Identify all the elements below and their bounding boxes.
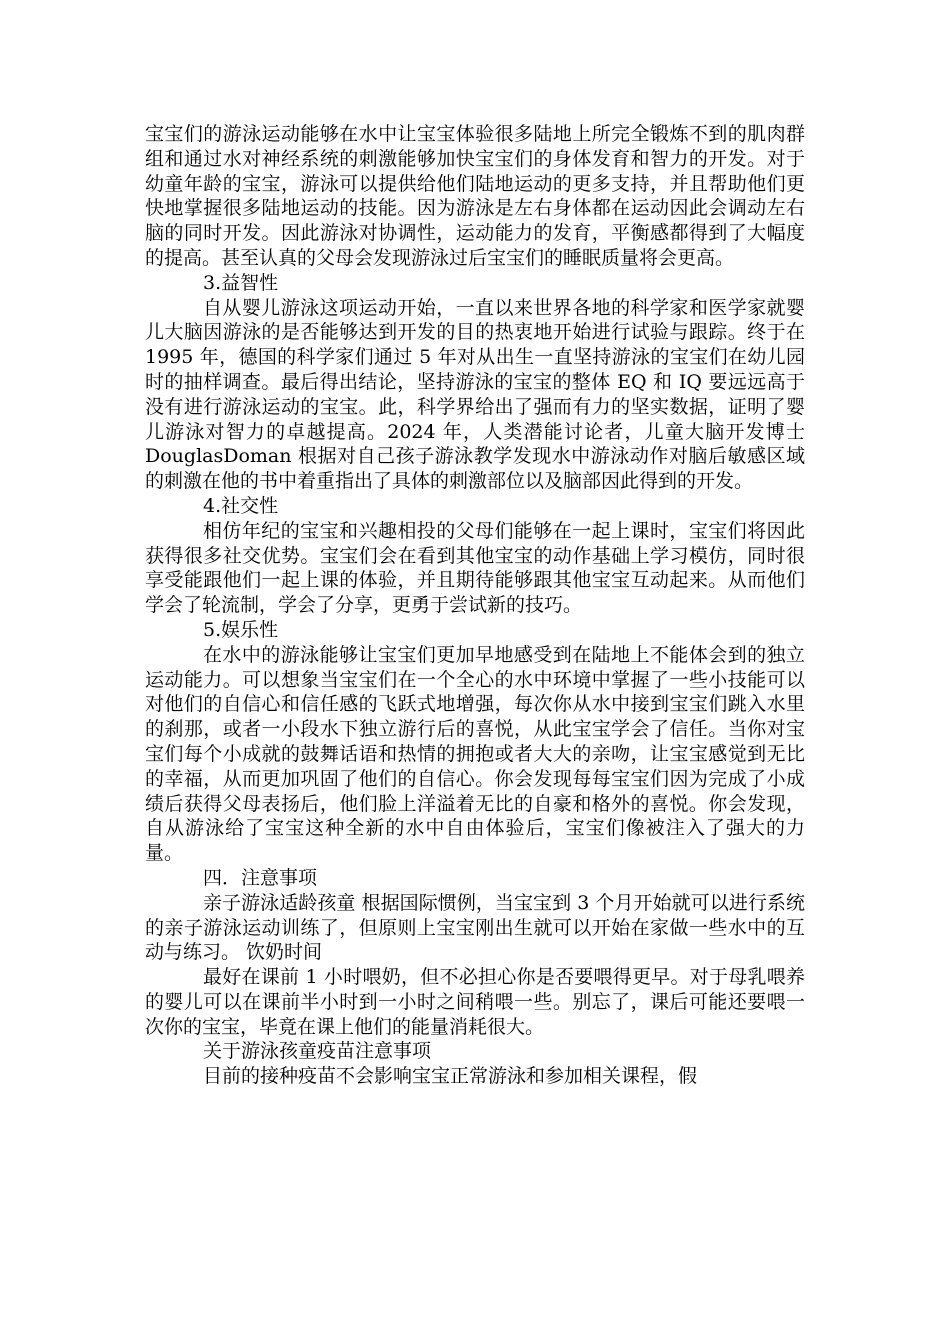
body-paragraph: 自从婴儿游泳这项运动开始，一直以来世界各地的科学家和医学家就婴儿大脑因游泳的是否能够达到开发的目的热衷地开始进行试验与跟踪。终于在 1995 年，德国的科学家们通过 5 年对从出生一直坚持游泳的宝宝们在幼儿园时的抽样调查。最后得出结论，坚持游泳的宝宝的整体 EQ 和 IQ 要远远高于没有进行游泳运动的宝宝。此，科学界给出了强而有力的坚实数据，证明了婴儿游泳对智力的卓越提高。2024 年，人类潜能讨论者，儿童大脑开发博士 DouglasDoman 根据对自己孩子游泳教学发现水中游泳动作对脑后敏感区域的刺激在他的书中着重指出了具体的刺激部位以及脑部因此得到的开发。 [145, 296, 805, 493]
document-page [145, 122, 805, 1089]
body-paragraph: 在水中的游泳能够让宝宝们更加早地感受到在陆地上不能体会到的独立运动能力。可以想象当宝宝们在一个全心的水中环境中掌握了一些小技能可以对他们的自信心和信任感的飞跃式地增强，每次你从水中接到宝宝们跳入水里的刹那，或者一小段水下独立游行后的喜悦，从此宝宝学会了信任。当你对宝宝们每个小成就的鼓舞话语和热情的拥抱或者大大的亲吻，让宝宝感觉到无比的幸福，从而更加巩固了他们的自信心。你会发现每每宝宝们因为完成了小成绩后获得父母表扬后，他们脸上洋溢着无比的自豪和格外的喜悦。你会发现，自从游泳给了宝宝这种全新的水中自由体验后，宝宝们像被注入了强大的力量。 [145, 643, 805, 865]
body-paragraph: 亲子游泳适龄孩童 根据国际惯例，当宝宝到 3 个月开始就可以进行系统的亲子游泳运动训练了，但原则上宝宝刚出生就可以开始在家做一些水中的互动与练习。 饮奶时间 [145, 891, 805, 964]
section-heading: 4.社交性 [203, 494, 279, 517]
body-paragraph: 目前的接种疫苗不会影响宝宝正常游泳和参加相关课程，假 [203, 1065, 698, 1088]
body-paragraph: 宝宝们的游泳运动能够在水中让宝宝体验很多陆地上所完全锻炼不到的肌肉群组和通过水对神经系统的刺激能够加快宝宝们的身体发育和智力的开发。对于幼童年龄的宝宝，游泳可以提供给他们陆地运动的更多支持，并且帮助他们更快地掌握很多陆地运动的技能。因为游泳是左右身体都在运动因此会调动左右脑的同时开发。因此游泳对协调性，运动能力的发育，平衡感都得到了大幅度的提高。甚至认真的父母会发现游泳过后宝宝们的睡眠质量将会更高。 [145, 123, 805, 269]
section-heading: 四．注意事项 [203, 866, 318, 889]
body-paragraph: 最好在课前 1 小时喂奶，但不必担心你是否要喂得更早。对于母乳喂养的婴儿可以在课前半小时到一小时之间稍喂一些。别忘了，课后可能还要喂一次你的宝宝，毕竟在课上他们的能量消耗很大。 [145, 966, 805, 1038]
body-paragraph: 相仿年纪的宝宝和兴趣相投的父母们能够在一起上课时，宝宝们将因此获得很多社交优势。宝宝们会在看到其他宝宝的动作基础上学习模仿，同时很享受能跟他们一起上课的体验，并且期待能够跟其他宝宝互动起来。从而他们学会了轮流制，学会了分享，更勇于尝试新的技巧。 [145, 519, 805, 617]
section-heading: 5.娱乐性 [203, 618, 279, 641]
section-heading: 关于游泳孩童疫苗注意事项 [203, 1040, 432, 1063]
section-heading: 3.益智性 [203, 271, 279, 294]
